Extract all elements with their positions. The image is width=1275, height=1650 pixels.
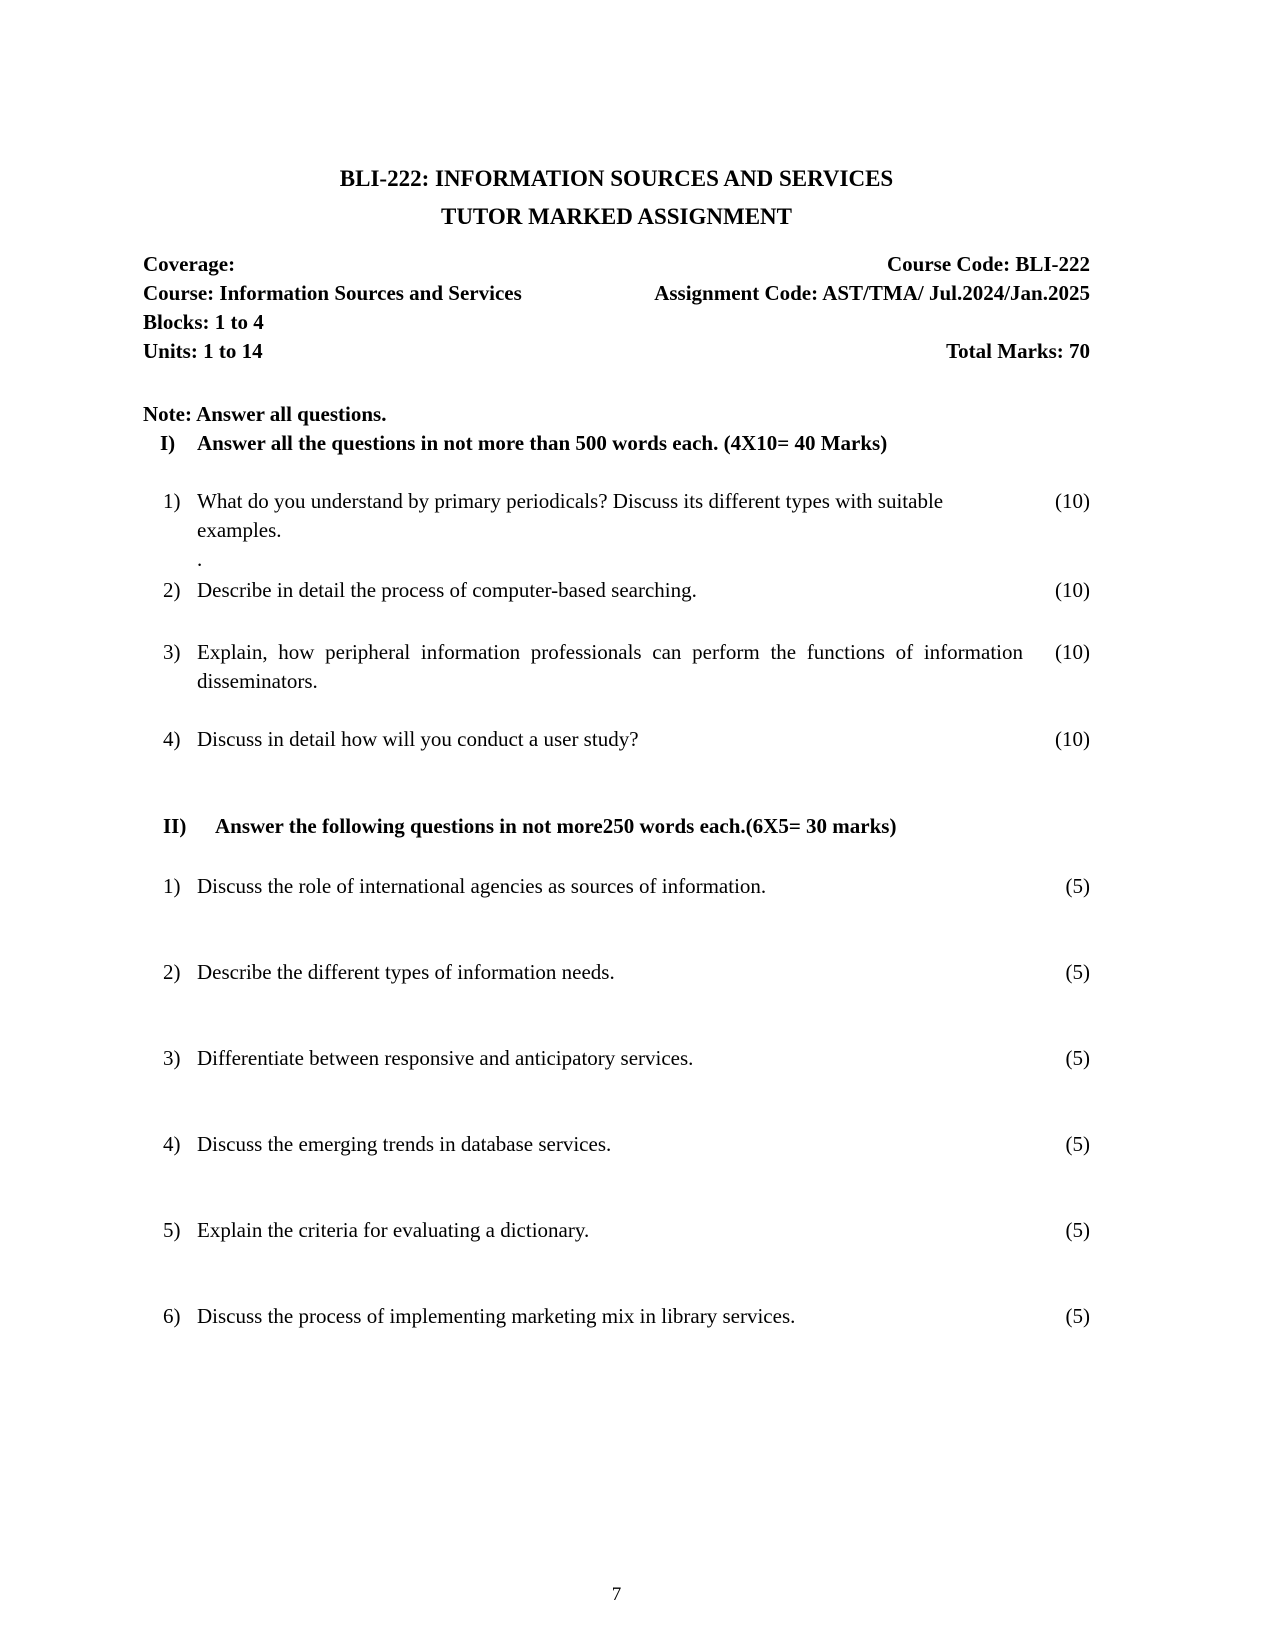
coverage-label: Coverage: [143,252,236,276]
question-number: 5) [163,1218,181,1242]
section-1-heading [143,429,1090,458]
section-2-heading-text: Answer the following questions in not more250 words each.(6X5= 30 marks) [215,814,897,838]
question-marks: (10) [1055,489,1090,513]
question-marks: (10) [1055,727,1090,751]
question-marks: (10) [1055,640,1090,664]
question-marks: (5) [1065,960,1090,984]
meta-row-coverage [143,250,1090,279]
course-code: Course Code: BLI-222 [887,252,1090,276]
question-number: 6) [163,1304,181,1328]
note: Note: Answer all questions. [143,402,387,426]
question-marks: (5) [1065,1132,1090,1156]
question-text: Differentiate between responsive and anticipatory services. [197,1046,694,1070]
question-number: 1) [163,489,181,513]
question-text: What do you understand by primary periodicals? Discuss its different types with suitable examples. [197,489,944,542]
question-number: 2) [163,960,181,984]
stray-period: . [197,547,203,571]
question-row [143,1130,1090,1159]
document-title-block [143,160,1090,236]
assignment-code: Assignment Code: AST/TMA/ Jul.2024/Jan.2025 [654,281,1090,305]
question-marks: (5) [1065,874,1090,898]
question-number: 4) [163,1132,181,1156]
document-title-line1: BLI-222: INFORMATION SOURCES AND SERVICES [339,166,894,191]
question-row [143,1302,1090,1331]
question-row [143,638,1090,696]
blocks: Blocks: 1 to 4 [143,310,264,334]
question-row [143,487,1090,545]
meta-row-blocks [143,308,1090,337]
question-marks: (5) [1065,1304,1090,1328]
question-text: Discuss the emerging trends in database services. [197,1132,612,1156]
question-number: 3) [163,640,181,664]
section-2-heading [143,812,1090,841]
course-name: Course: Information Sources and Services [143,281,522,305]
meta-row-course [143,279,1090,308]
question-marks: (10) [1055,578,1090,602]
question-number: 3) [163,1046,181,1070]
total-marks: Total Marks: 70 [946,339,1090,363]
question-text: Describe the different types of information needs. [197,960,615,984]
question-text: Explain the criteria for evaluating a dictionary. [197,1218,590,1242]
section-2-label: II) [163,814,187,838]
question-marks: (5) [1065,1046,1090,1070]
question-marks: (5) [1065,1218,1090,1242]
question-text: Discuss the process of implementing marketing mix in library services. [197,1304,796,1328]
units: Units: 1 to 14 [143,339,263,363]
question-number: 2) [163,578,181,602]
question-row [143,958,1090,987]
question-text: Explain, how peripheral information professionals can perform the functions of information disseminators. [197,640,1023,693]
question-row [143,725,1090,754]
question-text: Discuss the role of international agencies as sources of information. [197,874,767,898]
question-row [143,1216,1090,1245]
question-number: 4) [163,727,181,751]
document-title-line2: TUTOR MARKED ASSIGNMENT [440,204,793,229]
question-number: 1) [163,874,181,898]
question-text: Describe in detail the process of computer-based searching. [197,578,697,602]
meta-row-units [143,337,1090,366]
question-row [143,872,1090,901]
question-text: Discuss in detail how will you conduct a user study? [197,727,639,751]
section-1-label: I) [160,431,176,455]
section-1-heading-text: Answer all the questions in not more than 500 words each. (4X10= 40 Marks) [197,431,888,455]
question-row [143,576,1090,605]
page-number: 7 [611,1584,622,1605]
question-row [143,1044,1090,1073]
assignment-meta [143,250,1090,366]
